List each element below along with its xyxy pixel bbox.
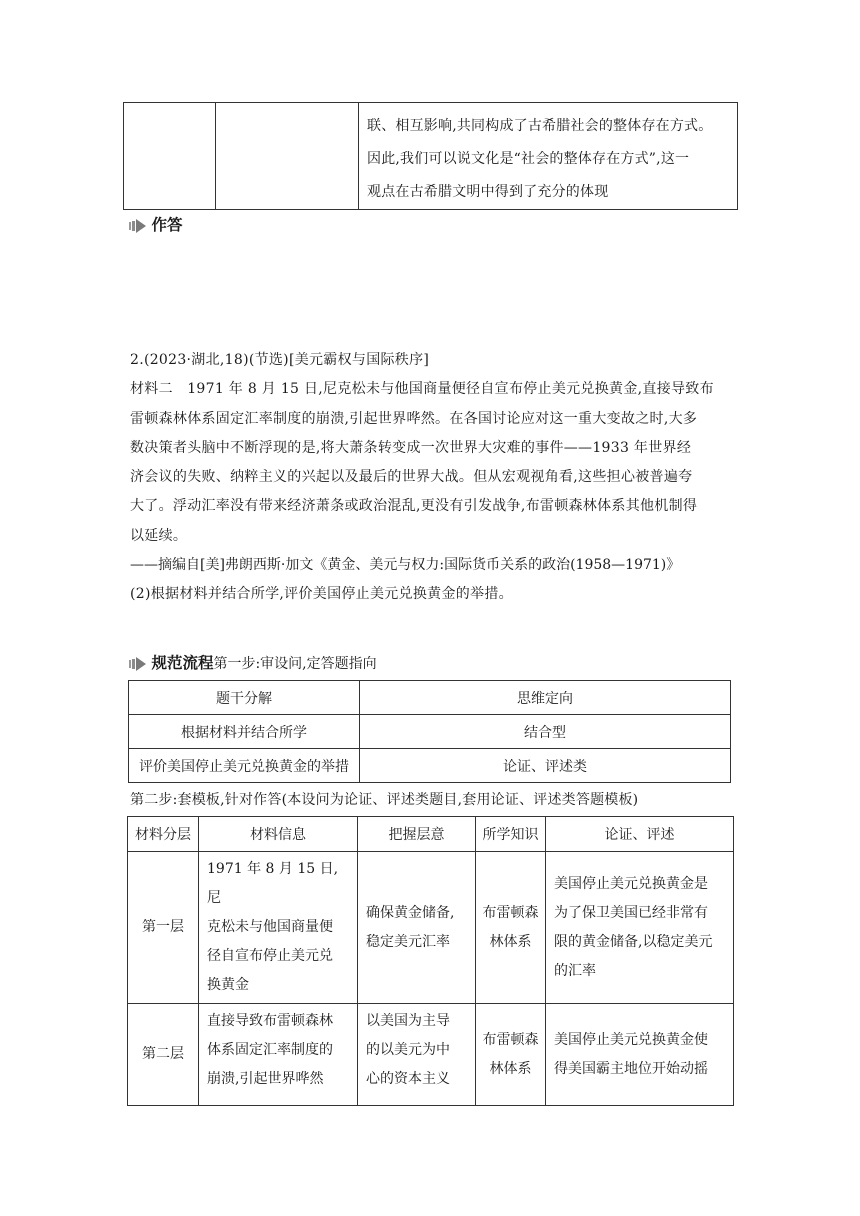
answer-heading-label: 作答	[151, 216, 183, 234]
table-cell-empty	[124, 103, 216, 210]
cell-line: 克松未与他国商量便	[207, 919, 333, 935]
cell-line: 崩溃,引起世界哗然	[207, 1071, 324, 1087]
flow-heading-label: 规范流程	[151, 654, 214, 672]
knowledge-cell	[476, 852, 546, 1004]
table-row	[128, 852, 734, 1004]
cell-line: 布雷顿森	[482, 1031, 539, 1048]
table-cell: 根据材料并结合所学	[129, 715, 360, 749]
text-line: 观点在古希腊文明中得到了充分的体现	[367, 184, 609, 200]
question-breakdown-table	[128, 680, 731, 783]
flow-heading	[129, 651, 377, 673]
meaning-cell	[358, 1004, 476, 1106]
cell-line: 稳定美元汇率	[366, 933, 450, 950]
cell-line: 林体系	[489, 933, 532, 950]
table-cell: 论证、评述类	[360, 749, 731, 783]
material-line: 以延续。	[130, 527, 188, 544]
info-cell	[199, 852, 358, 1004]
evaluation-cell	[546, 1004, 734, 1106]
cell-line: 心的资本主义	[366, 1071, 450, 1087]
table-header-cell: 材料分层	[128, 817, 199, 852]
table-cell-empty	[216, 103, 359, 210]
table-row	[129, 749, 731, 783]
table-header-cell: 材料信息	[199, 817, 358, 852]
meaning-cell	[358, 852, 476, 1004]
cell-line: 体系固定汇率制度的	[207, 1042, 333, 1058]
table-header-row	[128, 817, 734, 852]
cell-line: 换黄金	[207, 977, 249, 993]
cell-line: 得美国霸主地位开始动摇	[554, 1060, 708, 1077]
material-line: 济会议的失败、纳粹主义的兴起以及最后的世界大战。但从宏观视角看,这些担心被普遍夸	[130, 469, 693, 486]
table-cell-text	[359, 103, 738, 210]
material-line: 数决策者头脑中不断浮现的是,将大萧条转变成一次世界大灾难的事件——1933 年世界经	[130, 439, 692, 456]
table-header-cell: 题干分解	[129, 681, 360, 715]
cell-line: 直接导致布雷顿森林	[207, 1013, 333, 1029]
cell-line: 径自宣布停止美元兑	[207, 948, 333, 964]
evaluation-cell	[546, 852, 734, 1004]
evaluation-template-table	[127, 816, 734, 1106]
cell-line: 为了保卫美国已经非常有	[554, 904, 708, 921]
continuation-table	[123, 102, 738, 210]
table-header-cell: 把握层意	[358, 817, 476, 852]
layer-cell: 第二层	[128, 1004, 199, 1106]
text-line: 联、相互影响,共同构成了古希腊社会的整体存在方式。	[367, 118, 713, 134]
table-header-row	[129, 681, 731, 715]
layer-cell: 第一层	[128, 852, 199, 1004]
table-cell: 评价美国停止美元兑换黄金的举措	[129, 749, 360, 783]
table-header-cell: 思维定向	[360, 681, 731, 715]
table-row	[129, 715, 731, 749]
material-line: 大了。浮动汇率没有带来经济萧条或政治混乱,更没有引发战争,布雷顿森林体系其他机制得	[130, 498, 698, 515]
triangle-marker-icon	[129, 219, 147, 233]
cell-line: 限的黄金储备,以稳定美元	[554, 933, 713, 950]
cell-line: 美国停止美元兑换黄金是	[554, 875, 708, 892]
answer-heading	[129, 213, 182, 235]
cell-line: 1971 年 8 月 15 日,尼	[207, 861, 339, 906]
knowledge-cell	[476, 1004, 546, 1106]
cell-line: 确保黄金储备,	[366, 904, 455, 921]
question-block	[130, 346, 738, 610]
material-source: ——摘编自[美]弗朗西斯·加文《黄金、美元与权力:国际货币关系的政治(1958—1971)》	[130, 557, 681, 574]
table-cell: 结合型	[360, 715, 731, 749]
table-header-cell: 所学知识	[476, 817, 546, 852]
cell-line: 布雷顿森	[482, 904, 539, 921]
material-line: 材料二 1971 年 8 月 15 日,尼克松未与他国商量便径自宣布停止美元兑换黄金,直接导致布	[130, 381, 714, 398]
info-cell	[199, 1004, 358, 1106]
cell-line: 的汇率	[554, 962, 596, 979]
cell-line: 美国停止美元兑换黄金使	[554, 1031, 708, 1048]
triangle-marker-icon	[129, 657, 147, 671]
table-row	[128, 1004, 734, 1106]
table-header-cell: 论证、评述	[546, 817, 734, 852]
question-prompt: (2)根据材料并结合所学,评价美国停止美元兑换黄金的举措。	[130, 586, 513, 603]
cell-line: 的以美元为中	[366, 1042, 450, 1058]
cell-line: 林体系	[489, 1060, 532, 1077]
step1-text: 第一步:审设问,定答题指向	[213, 656, 377, 672]
question-title: 2.(2023·湖北,18)(节选)[美元霸权与国际秩序]	[130, 352, 430, 368]
step2-text: 第二步:套模板,针对作答(本设问为论证、评述类题目,套用论证、评述类答题模板)	[130, 792, 639, 808]
text-line: 因此,我们可以说文化是“社会的整体存在方式”,这一	[367, 151, 690, 167]
material-line: 雷顿森林体系固定汇率制度的崩溃,引起世界哗然。在各国讨论应对这一重大变故之时,大多	[130, 410, 698, 427]
cell-line: 以美国为主导	[366, 1013, 450, 1029]
